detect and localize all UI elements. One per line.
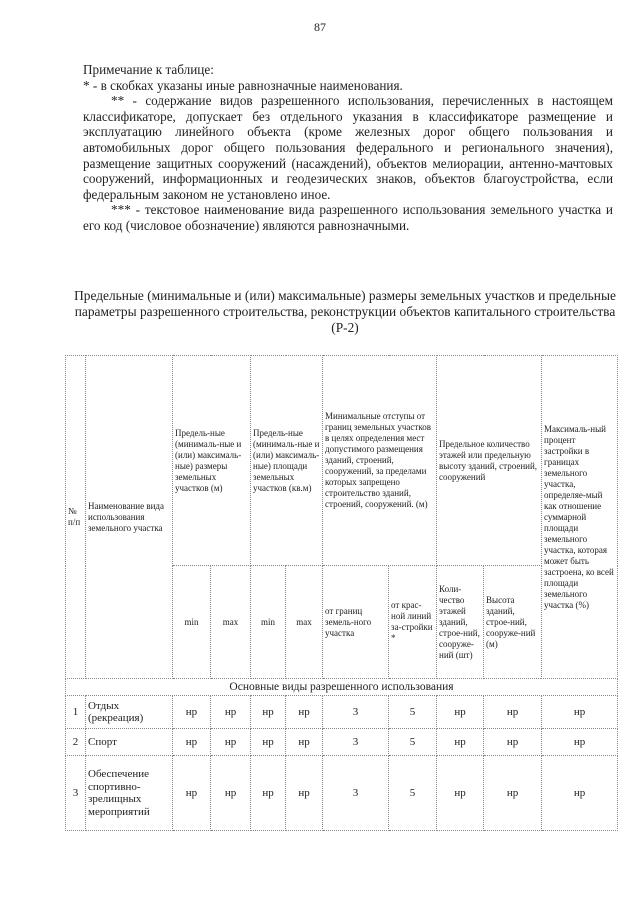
row-value: нр	[542, 756, 618, 831]
table-row	[66, 756, 618, 831]
header-floor-count: Коли-чество этажей зданий, строе-ний, сооруже-ний (шт)	[437, 566, 484, 679]
row-num: 2	[66, 729, 86, 756]
row-value: 3	[323, 696, 389, 729]
row-value: 5	[389, 696, 437, 729]
row-value: нр	[437, 756, 484, 831]
row-value: нр	[484, 756, 542, 831]
header-floors: Предельное количество этажей или предельную высоту зданий, строений, сооружений	[437, 356, 542, 566]
row-value: 5	[389, 756, 437, 831]
header-size-min: min	[173, 566, 211, 679]
row-name: Отдых (рекреация)	[86, 696, 173, 729]
note-1: * - в скобках указаны иные равнозначные наименования.	[83, 77, 403, 93]
row-value: нр	[173, 756, 211, 831]
row-value: нр	[286, 756, 323, 831]
notes-heading: Примечание к таблице:	[83, 62, 214, 77]
header-area: Предель-ные (минималь-ные и (или) максималь-ные) площади земельных участков (кв.м)	[251, 356, 323, 566]
row-value: нр	[437, 729, 484, 756]
zone-code: (Р-2)	[331, 320, 359, 335]
row-value: нр	[173, 696, 211, 729]
row-value: 5	[389, 729, 437, 756]
row-value: нр	[542, 696, 618, 729]
header-area-max: max	[286, 566, 323, 679]
note-3: *** - текстовое наименование вида разрешенного использования земельного участка и его код (числовое обозначение) являются равнозначными.	[83, 202, 613, 233]
table-row	[66, 729, 618, 756]
header-size-max: max	[211, 566, 251, 679]
header-size: Предель-ные (минималь-ные и (или) максималь-ные) размеры земельных участков (м)	[173, 356, 251, 566]
row-value: нр	[251, 756, 286, 831]
row-name: Обеспечение спортивно-зрелищных мероприятий	[86, 756, 173, 831]
row-value: нр	[173, 729, 211, 756]
table-notes	[83, 62, 613, 234]
header-percent: Максималь-ный процент застройки в границах земельного участка, определяе-мый как отношение суммарной площади земельного участка, которая может быть застроена, ко всей площади земельного участка (%)	[542, 356, 618, 679]
row-value: нр	[484, 696, 542, 729]
page-number: 87	[314, 20, 326, 34]
row-value: 3	[323, 756, 389, 831]
row-value: нр	[211, 696, 251, 729]
row-value: нр	[437, 696, 484, 729]
row-value: нр	[542, 729, 618, 756]
header-name: Наименование вида использования земельного участка	[86, 356, 173, 679]
row-value: нр	[251, 696, 286, 729]
header-area-min: min	[251, 566, 286, 679]
row-value: нр	[286, 696, 323, 729]
row-name: Спорт	[86, 729, 173, 756]
row-value: 3	[323, 729, 389, 756]
row-value: нр	[286, 729, 323, 756]
section-row: Основные виды разрешенного использования	[66, 679, 618, 696]
header-setback-border: от границ земель-ного участка	[323, 566, 389, 679]
row-value: нр	[484, 729, 542, 756]
row-num: 3	[66, 756, 86, 831]
row-value: нр	[211, 756, 251, 831]
header-setback: Минимальные отступы от границ земельных участков в целях определения мест допустимого размещения зданий, строений, сооружений, за пределами которых запрещено строительство зданий, строений, сооружений. (м)	[323, 356, 437, 566]
header-setback-red: от крас-ной линий за-стройки *	[389, 566, 437, 679]
table-row	[66, 696, 618, 729]
table-title	[70, 288, 620, 336]
parameters-table	[65, 355, 618, 831]
title-text: Предельные (минимальные и (или) максимальные) размеры земельных участков и предельные параметры разрешенного строительства, реконструкции объектов капитального строительства	[74, 288, 616, 319]
header-num: № п/п	[66, 356, 86, 679]
header-height: Высота зданий, строе-ний, сооруже-ний (м)	[484, 566, 542, 679]
row-num: 1	[66, 696, 86, 729]
row-value: нр	[211, 729, 251, 756]
row-value: нр	[251, 729, 286, 756]
note-2: ** - содержание видов разрешенного использования, перечисленных в настоящем классификаторе, допускает без отдельного указания в классификаторе размещение и эксплуатацию линейного объекта (кроме железных дорог общего пользования и автомобильных дорог общего пользования федерального и регионального значения), размещение защитных сооружений (насаждений), объектов мелиорации, антенно-мачтовых сооружений, информационных и геодезических знаков, объектов благоустройства, если федеральным законом не установлено иное.	[83, 93, 613, 202]
